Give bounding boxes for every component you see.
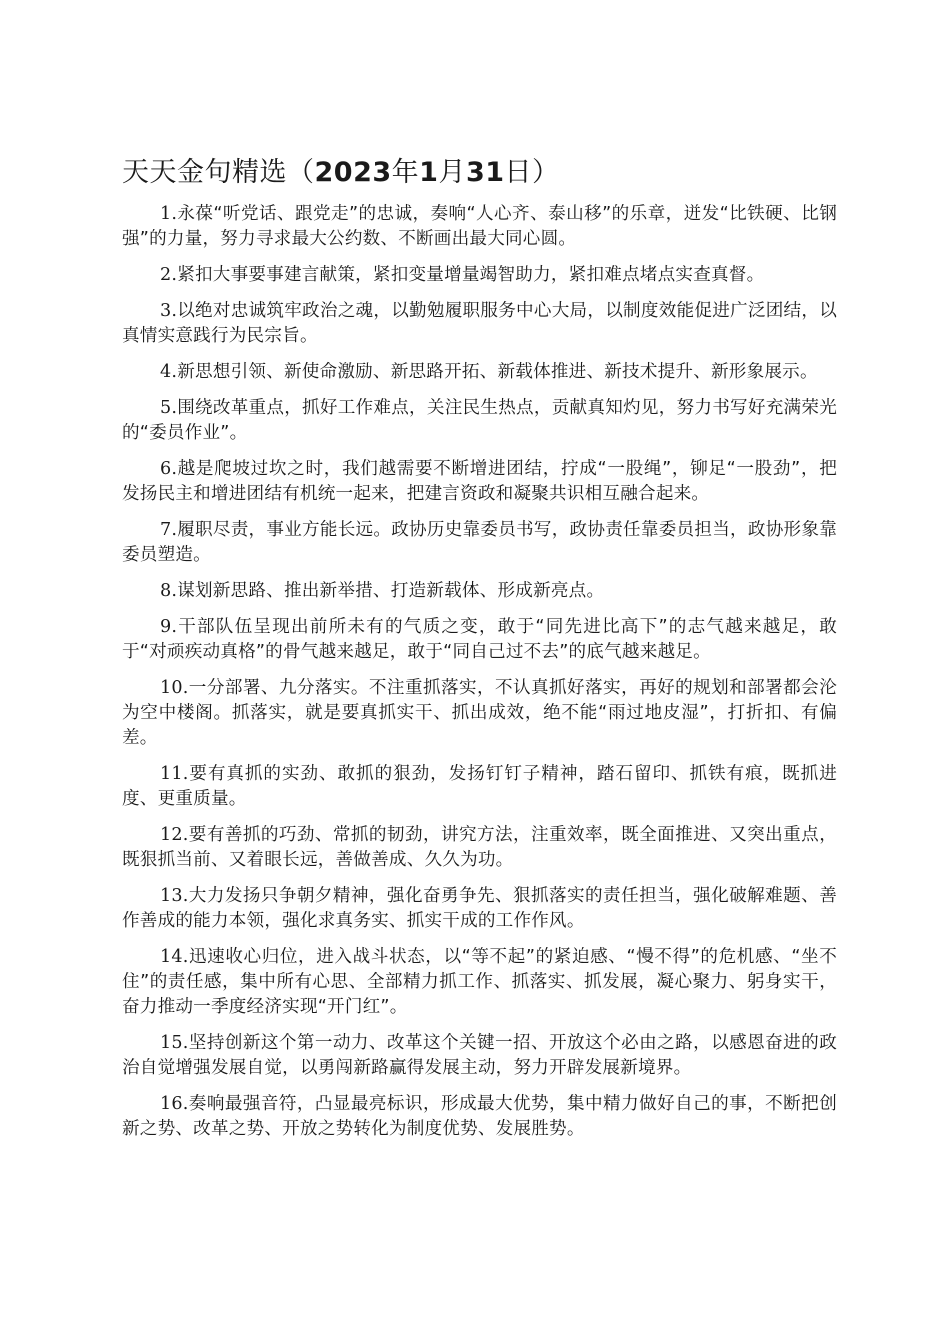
quote-text: 坚持创新这个第一动力、改革这个关键一招、开放这个必由之路，以感恩奋进的政治自觉增强发展自觉，以勇闯新路赢得发展主动，努力开辟发展新境界。 bbox=[122, 1033, 837, 1078]
quote-index: 13. bbox=[160, 886, 189, 906]
quote-index: 16. bbox=[160, 1094, 189, 1114]
quote-index: 4. bbox=[160, 362, 178, 382]
quote-index: 7. bbox=[160, 520, 178, 540]
title-prefix: 天天金句精选（ bbox=[122, 157, 315, 188]
quote-text: 永葆“听党话、跟党走”的忠诚，奏响“人心齐、泰山移”的乐章，迸发“比铁硬、比钢强”的力量，努力寻求最大公约数、不断画出最大同心圆。 bbox=[122, 204, 837, 249]
quote-index: 2. bbox=[160, 265, 178, 285]
quote-text: 越是爬坡过坎之时，我们越需要不断增进团结，拧成“一股绳”，铆足“一股劲”，把发扬民主和增进团结有机统一起来，把建言资政和凝聚共识相互融合起来。 bbox=[122, 459, 837, 504]
quote-item bbox=[122, 823, 837, 873]
quote-index: 1. bbox=[160, 204, 178, 224]
quote-item bbox=[122, 396, 837, 446]
quote-index: 8. bbox=[160, 581, 178, 601]
quote-index: 15. bbox=[160, 1033, 189, 1053]
quote-text: 干部队伍呈现出前所未有的气质之变，敢于“同先进比高下”的志气越来越足，敢于“对顽疾动真格”的骨气越来越足，敢于“同自己过不去”的底气越来越足。 bbox=[122, 617, 837, 662]
quote-item bbox=[122, 518, 837, 568]
quote-text: 一分部署、九分落实。不注重抓落实，不认真抓好落实，再好的规划和部署都会沦为空中楼阁。抓落实，就是要真抓实干、抓出成效，绝不能“雨过地皮湿”，打折扣、有偏差。 bbox=[122, 678, 837, 748]
quote-text: 谋划新思路、推出新举措、打造新载体、形成新亮点。 bbox=[177, 581, 605, 601]
quote-index: 6. bbox=[160, 459, 178, 479]
document-page bbox=[122, 150, 837, 1153]
quote-index: 3. bbox=[160, 301, 178, 321]
quote-text: 大力发扬只争朝夕精神，强化奋勇争先、狠抓落实的责任担当，强化破解难题、善作善成的能力本领，强化求真务实、抓实干成的工作作风。 bbox=[122, 886, 837, 931]
quote-item bbox=[122, 457, 837, 507]
quote-item bbox=[122, 263, 837, 288]
title-month-unit: 月 bbox=[438, 157, 466, 188]
quote-item bbox=[122, 360, 837, 385]
quote-item bbox=[122, 615, 837, 665]
quote-index: 11. bbox=[160, 764, 189, 784]
quote-index: 10. bbox=[160, 678, 189, 698]
quote-item bbox=[122, 579, 837, 604]
quote-item bbox=[122, 945, 837, 1020]
quote-item bbox=[122, 202, 837, 252]
document-title bbox=[122, 150, 837, 196]
quote-item bbox=[122, 762, 837, 812]
quote-item bbox=[122, 884, 837, 934]
title-day-unit: 日） bbox=[504, 157, 560, 188]
title-day: 31 bbox=[465, 157, 505, 188]
quote-index: 5. bbox=[160, 398, 178, 418]
quote-text: 以绝对忠诚筑牢政治之魂，以勤勉履职服务中心大局，以制度效能促进广泛团结，以真情实意践行为民宗旨。 bbox=[122, 301, 837, 346]
quote-text: 奏响最强音符，凸显最亮标识，形成最大优势，集中精力做好自己的事，不断把创新之势、改革之势、开放之势转化为制度优势、发展胜势。 bbox=[122, 1094, 837, 1139]
quote-item bbox=[122, 676, 837, 751]
title-year-unit: 年 bbox=[391, 157, 420, 188]
quote-item bbox=[122, 1031, 837, 1081]
quote-text: 要有真抓的实劲、敢抓的狠劲，发扬钉钉子精神，踏石留印、抓铁有痕，既抓进度、更重质量。 bbox=[122, 764, 837, 809]
quote-text: 履职尽责，事业方能长远。政协历史靠委员书写，政协责任靠委员担当，政协形象靠委员塑造。 bbox=[122, 520, 837, 565]
title-month: 1 bbox=[419, 157, 439, 188]
quote-index: 9. bbox=[160, 617, 178, 637]
quote-text: 迅速收心归位，进入战斗状态，以“等不起”的紧迫感、“慢不得”的危机感、“坐不住”的责任感，集中所有心思、全部精力抓工作、抓落实、抓发展，凝心聚力、躬身实干，奋力推动一季度经济实现“开门红”。 bbox=[122, 947, 837, 1017]
quote-index: 12. bbox=[160, 825, 189, 845]
quote-text: 要有善抓的巧劲、常抓的韧劲，讲究方法，注重效率，既全面推进、又突出重点，既狠抓当前、又着眼长远，善做善成、久久为功。 bbox=[122, 825, 837, 870]
quote-text: 围绕改革重点，抓好工作难点，关注民生热点，贡献真知灼见，努力书写好充满荣光的“委员作业”。 bbox=[122, 398, 837, 443]
quote-text: 新思想引领、新使命激励、新思路开拓、新载体推进、新技术提升、新形象展示。 bbox=[177, 362, 818, 382]
quote-index: 14. bbox=[160, 947, 189, 967]
quote-item bbox=[122, 299, 837, 349]
title-year: 2023 bbox=[314, 157, 392, 188]
quote-item bbox=[122, 1092, 837, 1142]
quote-text: 紧扣大事要事建言献策，紧扣变量增量竭智助力，紧扣难点堵点实查真督。 bbox=[177, 265, 765, 285]
